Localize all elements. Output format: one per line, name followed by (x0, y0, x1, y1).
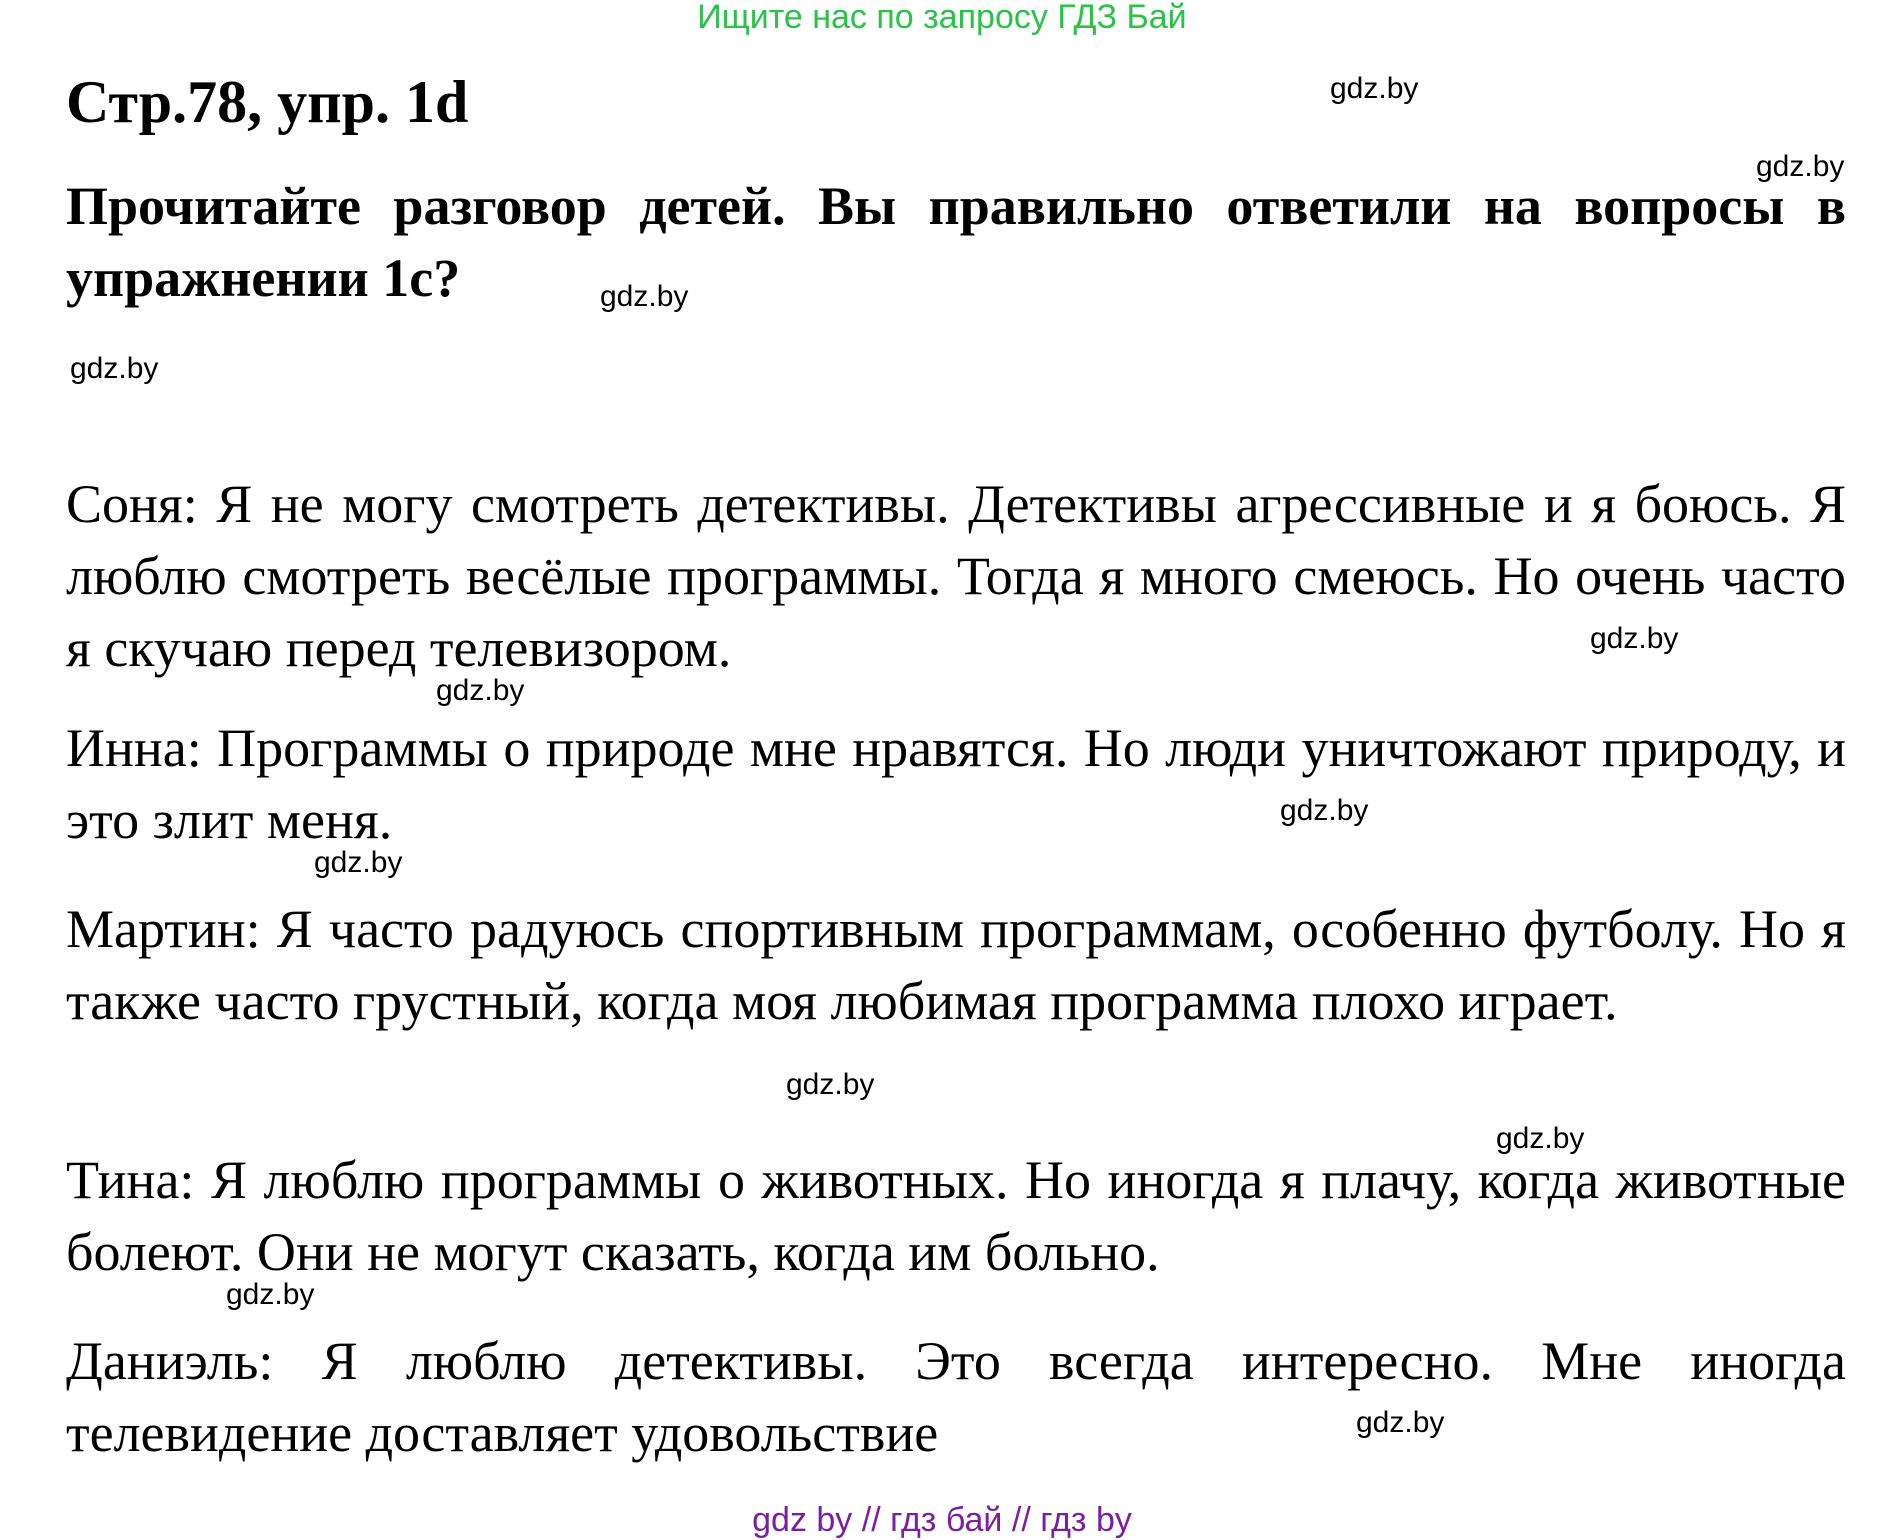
bottom-banner: gdz by // гдз бай // гдз by (752, 1501, 1132, 1539)
watermark: gdz.by (1756, 150, 1845, 183)
watermark: gdz.by (1330, 72, 1419, 105)
watermark: gdz.by (1280, 794, 1369, 827)
task-instruction: Прочитайте разговор детей. Вы правильно ответили на вопросы в упражнении 1c? (66, 176, 1846, 308)
paragraph-sonya: Соня: Я не могу смотреть детективы. Детективы агрессивные и я боюсь. Я люблю смотреть весёлые программы. Тогда я много смеюсь. Но очень часто я скучаю перед телевизором. (66, 474, 1846, 678)
watermark: gdz.by (600, 280, 689, 313)
watermark: gdz.by (1496, 1122, 1585, 1155)
top-banner: Ищите нас по запросу ГДЗ Бай (697, 0, 1187, 36)
watermark: gdz.by (226, 1278, 315, 1311)
watermark: gdz.by (1356, 1406, 1445, 1439)
paragraph-inna: Инна: Программы о природе мне нравятся. Но люди уничтожают природу, и это злит меня. (66, 718, 1846, 850)
watermark: gdz.by (786, 1068, 875, 1101)
watermark: gdz.by (70, 352, 159, 385)
watermark: gdz.by (1590, 622, 1679, 655)
paragraph-martin: Мартин: Я часто радуюсь спортивным программам, особенно футболу. Но я также часто грустный, когда моя любимая программа плохо играет. (66, 899, 1846, 1031)
watermark: gdz.by (436, 674, 525, 707)
paragraph-tina: Тина: Я люблю программы о животных. Но иногда я плачу, когда животные болеют. Они не могут сказать, когда им больно. (66, 1150, 1846, 1282)
page-title: Стр.78, упр. 1d (66, 69, 469, 135)
paragraph-daniel: Даниэль: Я люблю детективы. Это всегда интересно. Мне иногда телевидение доставляет удовольствие (66, 1331, 1846, 1463)
watermark: gdz.by (314, 846, 403, 879)
